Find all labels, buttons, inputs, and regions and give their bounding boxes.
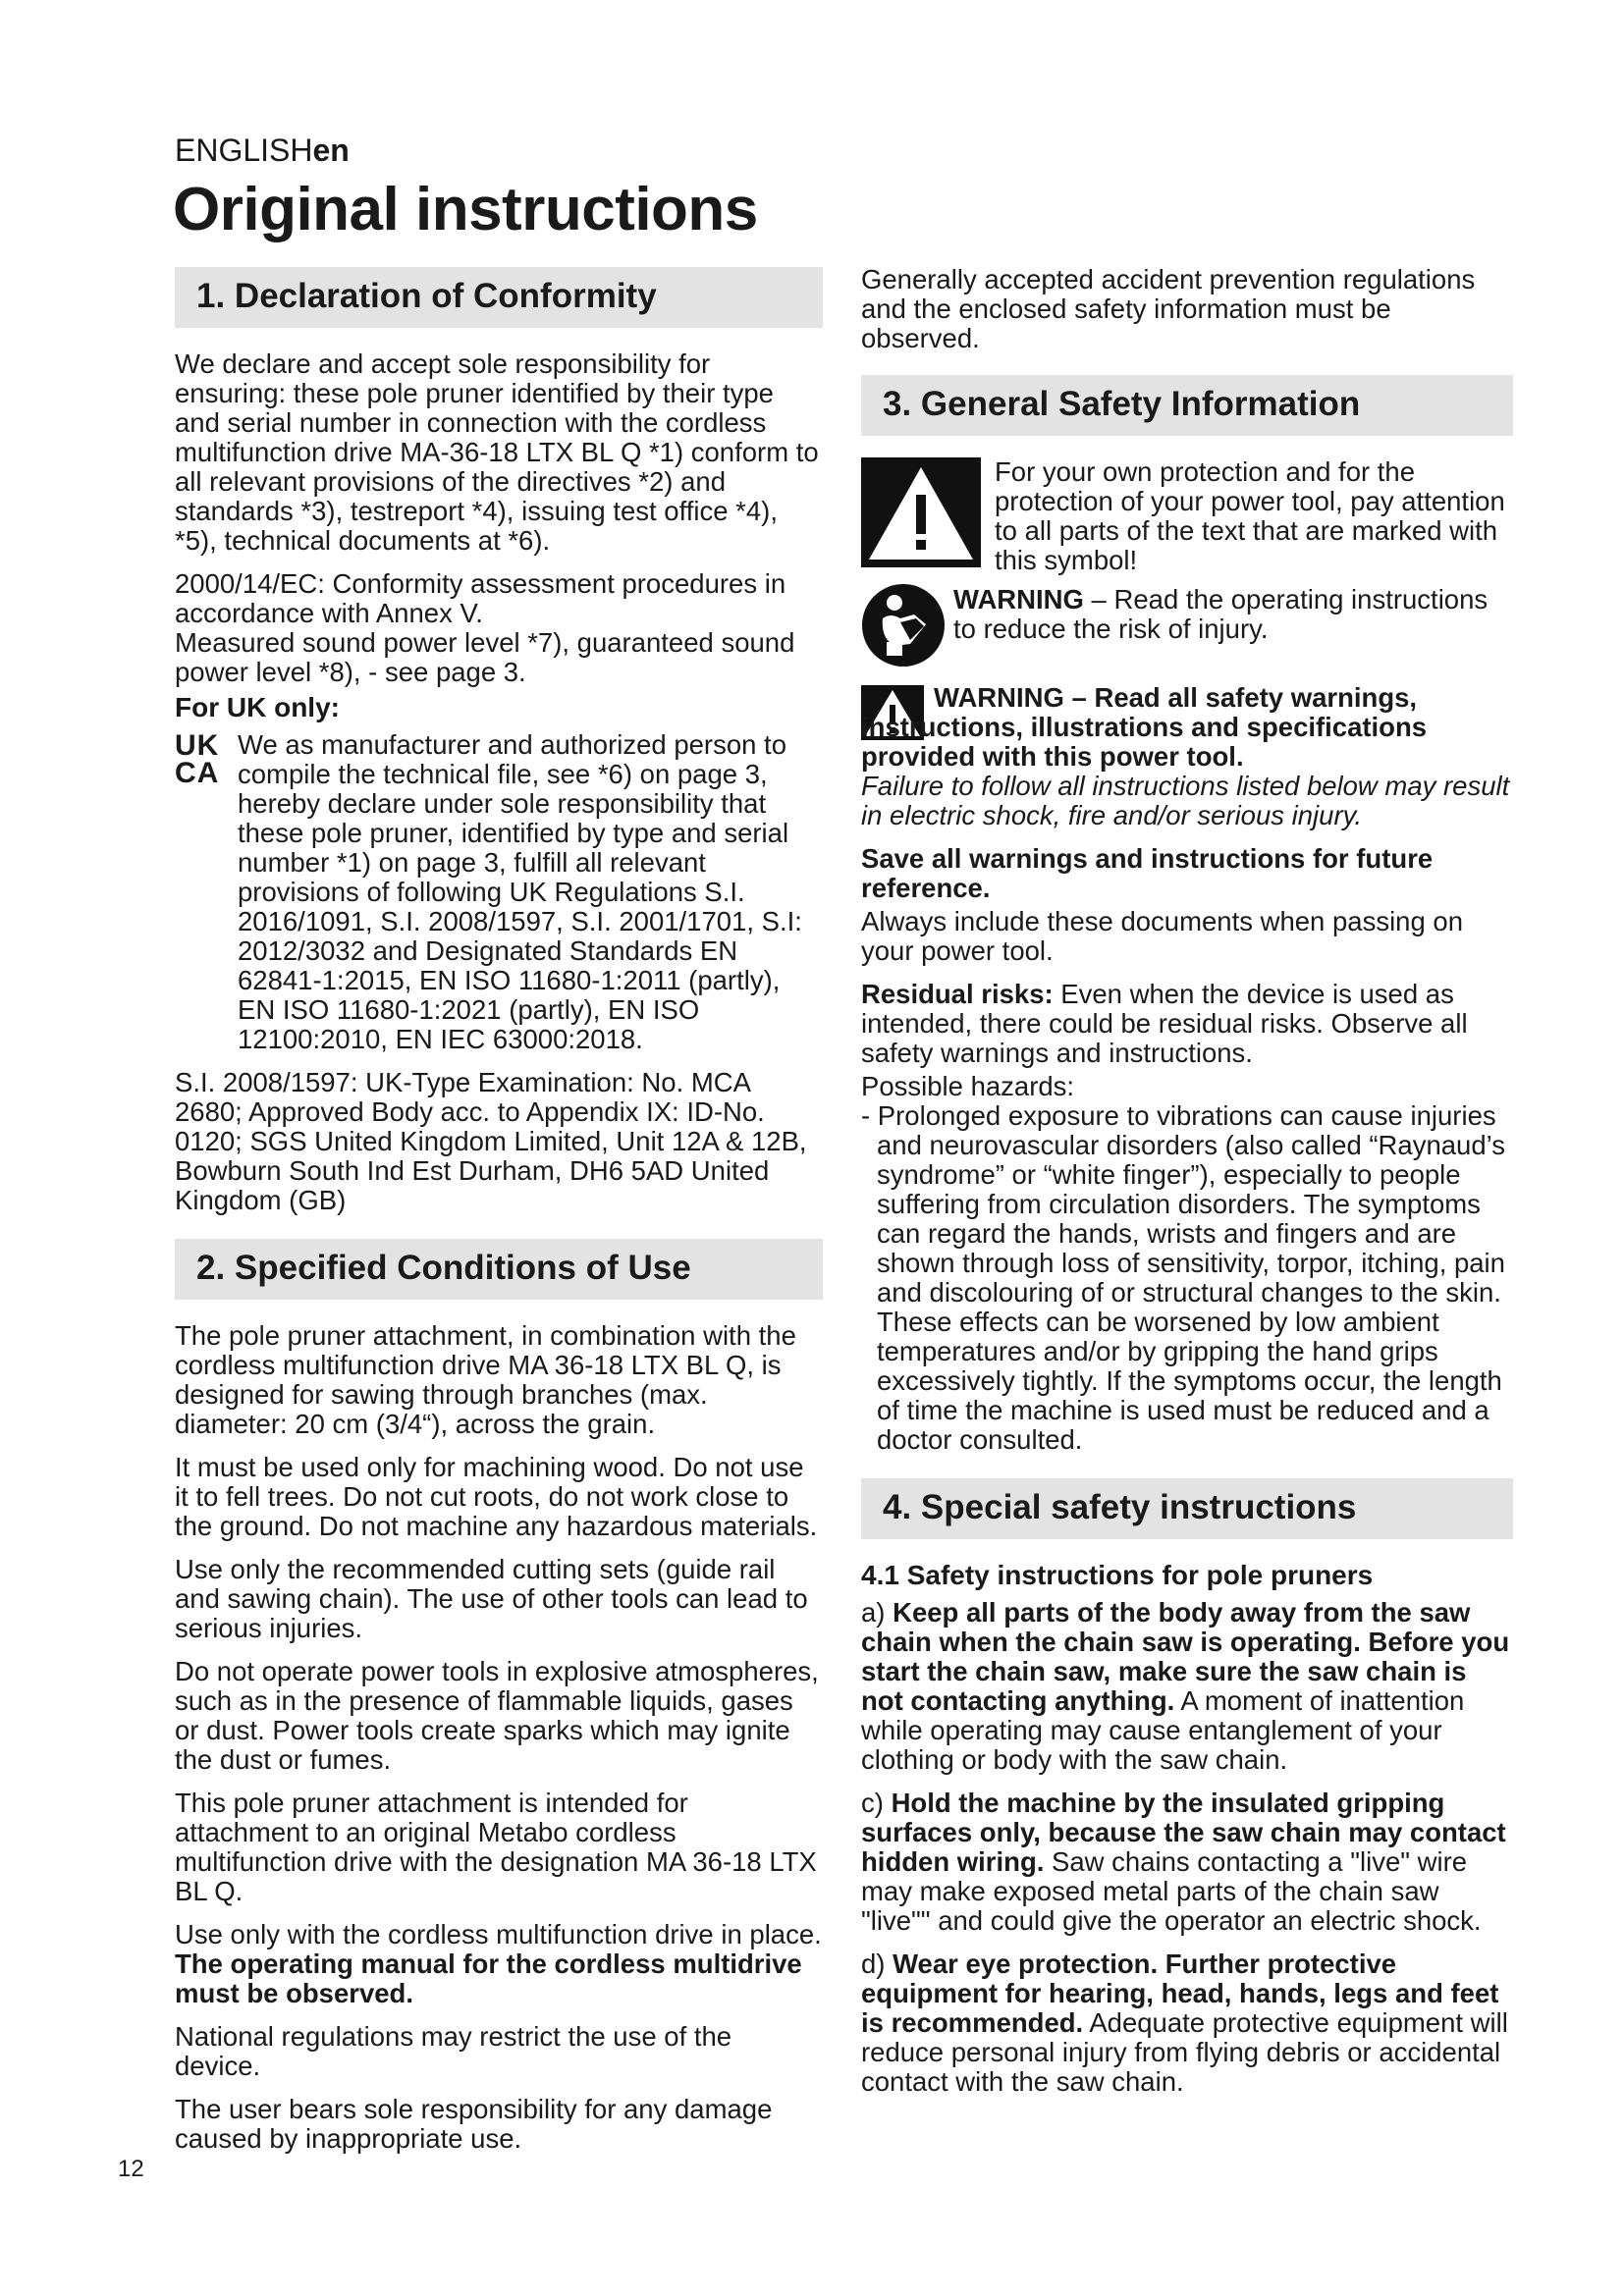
- ukca-block: [175, 730, 823, 1068]
- general-warning-bold: WARNING – Read all safety warnings, instructions, illustrations and specifications provided with this power tool.: [861, 682, 1428, 772]
- accident-prevention-paragraph: Generally accepted accident prevention regulations and the enclosed safety information must be observed.: [861, 264, 1476, 353]
- include-documents: Always include these documents when passing on your power tool.: [861, 906, 1464, 966]
- possible-hazards-label: Possible hazards:: [861, 1071, 1075, 1101]
- ukca-logo: [175, 730, 238, 1068]
- language-name: ENGLISH: [175, 133, 313, 168]
- conditions-paragraph-6: [175, 1920, 823, 2008]
- instruction-c-label: c): [861, 1788, 892, 1818]
- residual-risks: [861, 980, 1513, 1068]
- read-manual-warning: [861, 583, 1513, 667]
- instruction-a: [861, 1598, 1513, 1775]
- conditions-p6-text: Use only with the cordless multifunction drive in place.: [175, 1919, 822, 1949]
- read-manual-bold: WARNING: [953, 584, 1084, 614]
- section-heading-general-safety: 3. General Safety Information: [861, 375, 1513, 436]
- section-heading-conditions: 2. Specified Conditions of Use: [175, 1239, 823, 1300]
- annex-text: 2000/14/EC: Conformity assessment procedures in accordance with Annex V.: [175, 568, 786, 628]
- read-manual-icon: [861, 583, 946, 667]
- conformity-paragraph: We declare and accept sole responsibility for ensuring: these pole pruner identified by their type and serial number in connection with the cordless multifunction drive MA-36-18 LTX BL Q *1) conform to all relevant provisions of the directives *2) and standards *3), testreport *4), issuing test office *4), *5), technical documents at *6).: [175, 348, 819, 556]
- ukca-logo-top: UK: [175, 729, 220, 762]
- sound-power-paragraph: Measured sound power level *7), guaranteed sound power level *8), - see page 3.: [175, 627, 795, 687]
- warning-symbol-block: [861, 457, 1513, 575]
- right-column: [861, 265, 1513, 2110]
- conditions-paragraph-4: Do not operate power tools in explosive atmospheres, such as in the presence of flammable liquids, gases or dust. Power tools create sparks which may ignite the dust or fumes.: [175, 1656, 819, 1775]
- instruction-a-label: a): [861, 1597, 893, 1628]
- instruction-c: [861, 1789, 1513, 1936]
- pole-pruner-subheading: 4.1 Safety instructions for pole pruners: [861, 1560, 1374, 1590]
- warning-triangle-icon: [861, 457, 981, 567]
- instruction-a-text: A moment of inattention while operating may cause entanglement of your clothing or body with the saw chain.: [861, 1685, 1465, 1775]
- language-label: [175, 133, 350, 169]
- instruction-d: [861, 1949, 1513, 2097]
- uk-declaration-paragraph: We as manufacturer and authorized person to compile the technical file, see *6) on page 3, hereby declare under sole responsibility that these pole pruner, identified by type and serial number *1) on page 3, fulfill all relevant provisions of following UK Regulations S.I. 2016/1091, S.I. 2008/1597, S.I. 2001/1701, S.I: 2012/3032 and Designated Standards EN 62841-1:2015, EN ISO 11680-1:2011 (partly), EN ISO 11680-1:2021 (partly), EN ISO 12100:2010, EN IEC 63000:2018.: [238, 729, 802, 1054]
- instruction-d-label: d): [861, 1949, 893, 1979]
- residual-risks-text: Even when the device is used as intended, there could be residual risks. Observe all safety warnings and instructions.: [861, 979, 1468, 1068]
- residual-risks-label: Residual risks:: [861, 979, 1054, 1009]
- left-column: [175, 267, 823, 2167]
- uk-type-examination-paragraph: S.I. 2008/1597: UK-Type Examination: No. MCA 2680; Approved Body acc. to Appendix IX: ID-No. 0120; SGS United Kingdom Limited, Unit 12A & 12B, Bowburn South Ind Est Durham, DH6 5AD United Kingdom (GB): [175, 1067, 807, 1215]
- uk-only-heading: For UK only:: [175, 692, 340, 722]
- conditions-p6-bold: The operating manual for the cordless multidrive must be observed.: [175, 1949, 802, 2008]
- read-manual-rest: – Read the operating instructions to reduce the risk of injury.: [953, 584, 1489, 644]
- general-warning-italic: Failure to follow all instructions listed below may result in electric shock, fire and/or serious injury.: [861, 771, 1510, 830]
- conformity-annex-paragraph: [175, 569, 823, 628]
- conditions-paragraph-2: It must be used only for machining wood. Do not use it to fell trees. Do not cut roots, do not work close to the ground. Do not machine any hazardous materials.: [175, 1452, 818, 1541]
- conditions-paragraph-8: The user bears sole responsibility for any damage caused by inappropriate use.: [175, 2094, 773, 2154]
- ukca-logo-bottom: CA: [175, 757, 220, 789]
- page-number: 12: [118, 2156, 144, 2182]
- conditions-paragraph-5: This pole pruner attachment is intended for attachment to an original Metabo cordless multifunction drive with the designation MA 36-18 LTX BL Q.: [175, 1788, 817, 1906]
- save-instructions: Save all warnings and instructions for future reference.: [861, 843, 1434, 903]
- section-heading-special-safety: 4. Special safety instructions: [861, 1478, 1513, 1539]
- symbol-explanation: For your own protection and for the protection of your power tool, pay attention to all parts of the text that are marked with this symbol!: [995, 456, 1505, 575]
- conditions-paragraph-3: Use only the recommended cutting sets (guide rail and sawing chain). The use of other tools can lead to serious injuries.: [175, 1554, 808, 1643]
- section-heading-conformity: 1. Declaration of Conformity: [175, 267, 823, 328]
- language-code: en: [312, 133, 350, 168]
- instruction-d-text: Adequate protective equipment will reduce personal injury from flying debris or accidental contact with the saw chain.: [861, 2007, 1508, 2097]
- instruction-a-bold: Keep all parts of the body away from the saw chain when the chain saw is operating. Before you start the chain saw, make sure the saw chain is not contacting anything.: [861, 1597, 1510, 1716]
- vibration-hazard: - Prolonged exposure to vibrations can cause injuries and neurovascular disorders (also called “Raynaud’s syndrome” or “white finger”), especially to people suffering from circulation disorders. The symptoms can regard the hands, wrists and fingers and are shown through loss of sensitivity, torpor, itching, pain and discolouring of or structural changes to the skin. These effects can be worsened by low ambient temperatures and/or by gripping the hand grips excessively tightly. If the symptoms occur, the length of time the machine is used must be reduced and a doctor consulted.: [861, 1100, 1505, 1455]
- instruction-c-bold: Hold the machine by the insulated gripping surfaces only, because the saw chain may contact hidden wiring.: [861, 1788, 1506, 1877]
- read-manual-text: [953, 585, 1513, 644]
- conditions-paragraph-1: The pole pruner attachment, in combination with the cordless multifunction drive MA 36-18 LTX BL Q, is designed for sawing through branches (max. diameter: 20 cm (3/4“), across the grain.: [175, 1320, 796, 1439]
- conditions-paragraph-7: National regulations may restrict the use of the device.: [175, 2021, 732, 2081]
- instruction-c-text: Saw chains contacting a "live" wire may make exposed metal parts of the chain saw "live"" and could give the operator an electric shock.: [861, 1846, 1482, 1936]
- instruction-d-bold: Wear eye protection. Further protective equipment for hearing, head, hands, legs and feet is recommended.: [861, 1949, 1499, 2038]
- page-title: Original instructions: [173, 176, 758, 243]
